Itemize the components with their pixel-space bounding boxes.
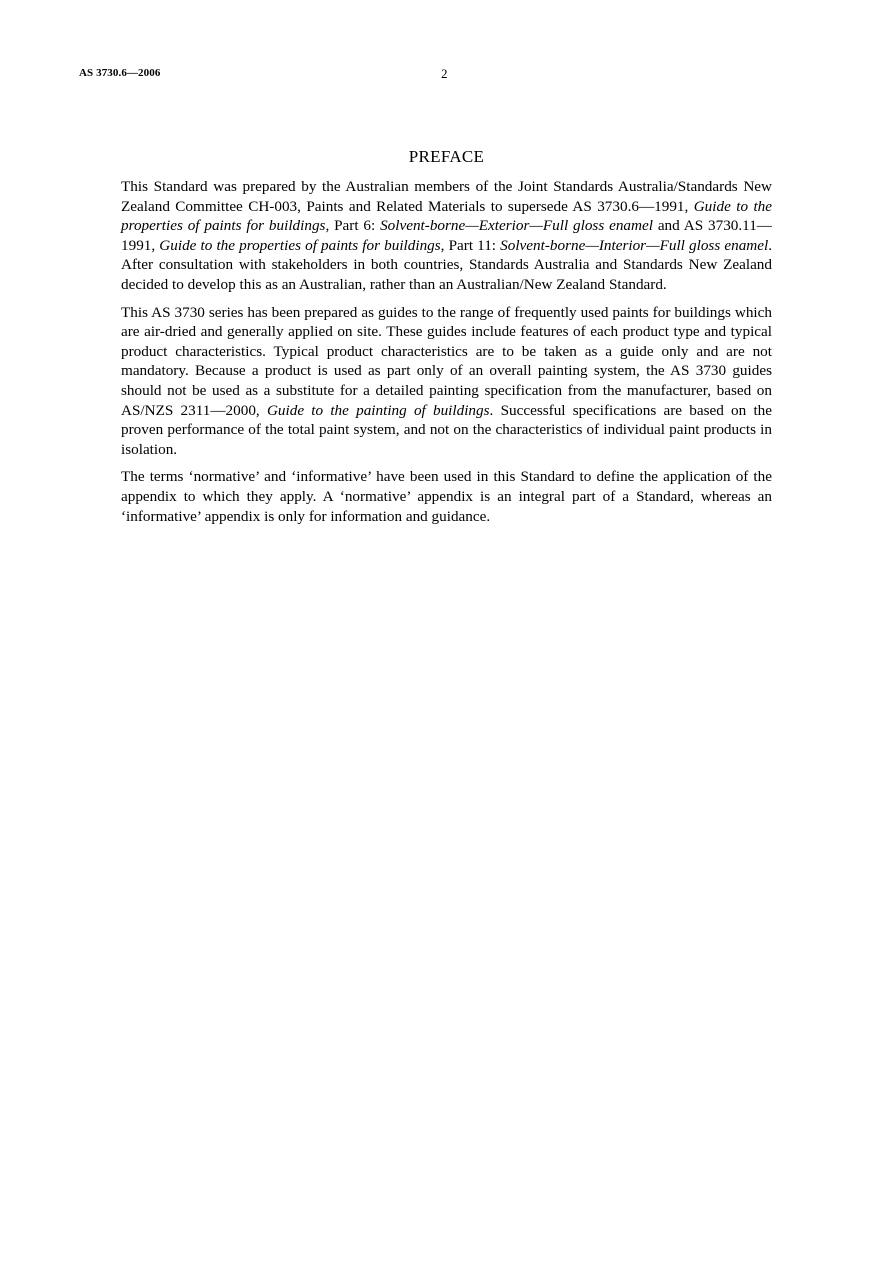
paragraph-1-title-2: Guide to the properties of paints for buildings: [159, 236, 441, 254]
paragraph-1-subtitle-2: Solvent-borne—Interior—Full gloss enamel: [500, 236, 769, 254]
paragraph-1-text-1: This Standard was prepared by the Australian members of the Joint Standards Australia/Standards New Zealand Committee CH-003, Paints and Related Materials to supersede AS 3730.6—1991,: [121, 178, 772, 215]
paragraph-3: [121, 467, 772, 526]
paragraph-1-text-4: , Part 11:: [440, 236, 501, 254]
paragraph-1: [121, 177, 772, 295]
paragraph-1-text-5: . After consultation with stakeholders in both countries, Standards Australia and Standards New Zealand decided to develop this as an Australian, rather than an Australian/New Zealand Standard.: [121, 236, 773, 293]
paragraph-2-text-1: This AS 3730 series has been prepared as guides to the range of frequently used paints for buildings which are air-dried and generally applied on site. These guides include features of each product type and typical product characteristics. Typical product characteristics are to be taken as a guide only and are not mandatory. Because a product is used as part only of an overall painting system, the AS 3730 guides should not be used as a substitute for a detailed painting specification from the manufacturer, based on AS/NZS 2311—2000,: [121, 303, 772, 419]
paragraph-2-title-1: Guide to the painting of buildings: [266, 401, 490, 419]
paragraph-2: [121, 303, 772, 460]
page-number: 2: [441, 66, 448, 81]
paragraph-1-text-3: and AS 3730.11—1991,: [121, 217, 772, 254]
paragraph-3-text-1: The terms ‘normative’ and ‘informative’ have been used in this Standard to define the application of the appendix to which they apply. A ‘normative’ appendix is an integral part of a Standard, whereas an ‘informative’ appendix is only for information and guidance.: [121, 468, 772, 525]
document-id: AS 3730.6—2006: [79, 67, 161, 79]
preface-body: [121, 177, 772, 534]
paragraph-1-text-2: , Part 6:: [325, 217, 381, 235]
preface-title: PREFACE: [408, 147, 485, 166]
paragraph-1-title-1: Guide to the properties of paints for buildings: [121, 197, 773, 235]
paragraph-1-subtitle-1: Solvent-borne—Exterior—Full gloss enamel: [380, 217, 653, 235]
paragraph-2-text-2: . Successful specifications are based on the proven performance of the total paint system, and not on the characteristics of individual paint products in isolation.: [121, 401, 773, 458]
